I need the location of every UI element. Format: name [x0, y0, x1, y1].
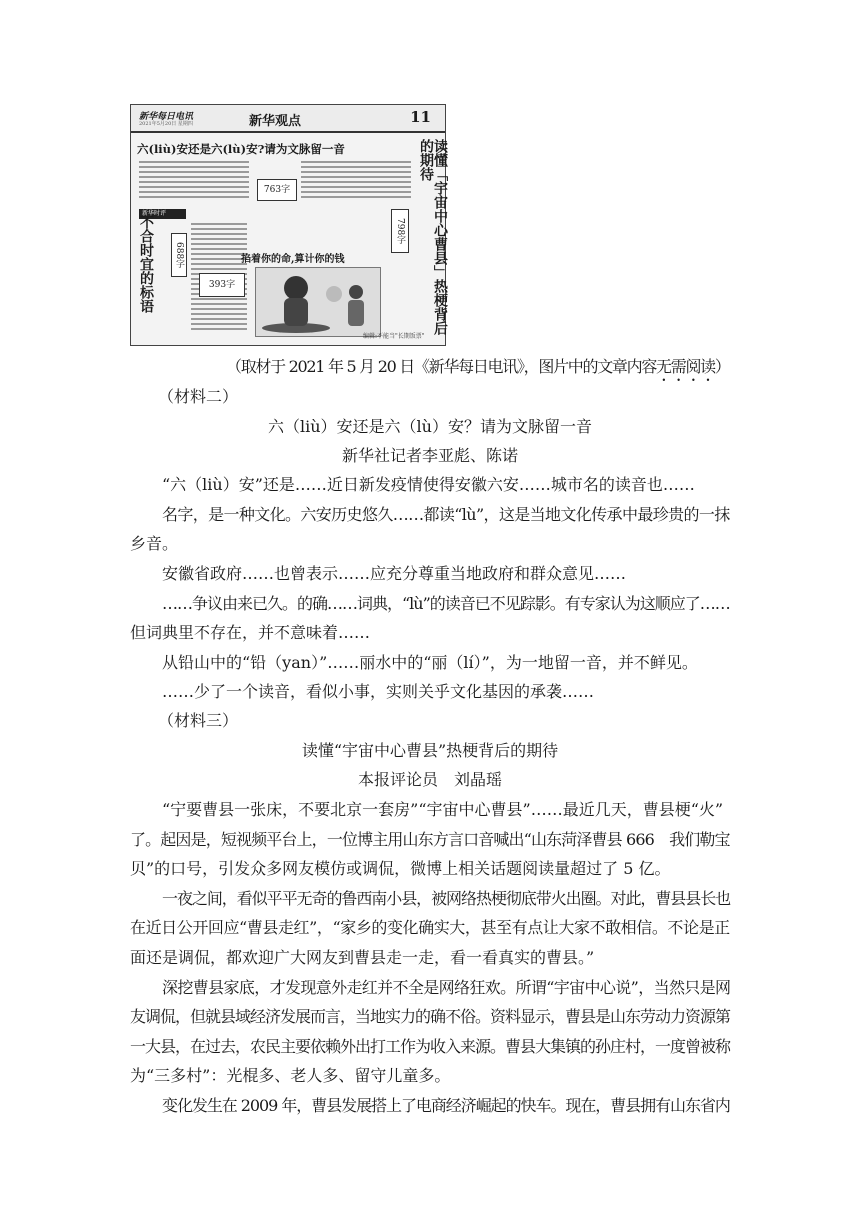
page-number: 11: [410, 108, 431, 126]
newspaper-masthead: [131, 105, 445, 133]
paragraph-line: ……争议由来已久。的确……词典，“lù”的读音已不见踪影。有专家认为这顺应了……: [162, 594, 730, 613]
masthead-paper-name: 新华每日电讯: [139, 112, 194, 122]
paragraph-line: 在近日公开回应“曹县走红”，“家乡的变化确实大，甚至有点让大家不敢相信。不论是正: [130, 918, 730, 937]
paragraph-line: 友调侃，但就县域经济发展而言，当地实力的确不俗。资料显示，曹县是山东劳动力资源第: [130, 1007, 731, 1026]
newspaper-clipping: [130, 104, 446, 346]
cartoon-drawing: [256, 268, 378, 334]
section-tag: 新华时评: [139, 209, 186, 219]
paragraph-line: 但词典里不存在，并不意味着……: [130, 623, 371, 642]
material-label: （材料二）: [158, 387, 239, 406]
paragraph-line: 为“三多村”：光棍多、老人多、留守儿童多。: [130, 1066, 451, 1085]
paragraph-line: 贝”的口号，引发众多网友模仿或调侃，微博上相关话题阅读量超过了 5 亿。: [130, 859, 671, 878]
word-count-box: 688字: [171, 233, 187, 277]
paragraph-line: 安徽省政府……也曾表示……应充分尊重当地政府和群众意见……: [162, 564, 627, 583]
paragraph-line: ……少了一个读音，看似小事，实则关乎文化基因的承袭……: [162, 682, 595, 701]
text-column: [139, 161, 249, 201]
paragraph-line: “六（liù）安”还是……近日新发疫情使得安徽六安……城市名的读音也……: [162, 475, 695, 494]
paragraph-line: 一夜之间，看似平平无奇的鲁西南小县，被网络热梗彻底带火出圈。对此，曹县县长也: [162, 889, 731, 908]
clipping-headline-right: 读懂「宇宙中心曹县」热梗背后的期待: [418, 139, 448, 335]
paragraph-line: 一大县，在过去，农民主要依赖外出打工作为收入来源。曹县大集镇的孙庄村，一度曾被称: [130, 1037, 731, 1056]
paragraph-line: 了。起因是，短视频平台上，一位博主用山东方言口音喊出“山东菏泽曹县 666 我们勒宝: [130, 830, 730, 849]
paragraph-line: 面还是调侃，都欢迎广大网友到曹县走一走，看一看真实的曹县。”: [130, 948, 595, 967]
text-column: [301, 161, 411, 201]
cartoon-image: [255, 267, 381, 337]
paragraph-line: 从铅山中的“铅（yan）”……丽水中的“丽（lí）”，为一地留一音，并不鲜见。: [162, 653, 698, 672]
paragraph-line: “宁要曹县一张床，不要北京一套房”“宇宙中心曹县”……最近几天，曹县梗“火”: [162, 800, 724, 819]
masthead-brand: 新华观点: [249, 114, 302, 129]
clipping-headline-main: 六(liù)安还是六(lù)安?请为文脉留一音: [137, 142, 345, 156]
word-count-box: 763字: [257, 179, 297, 201]
clipping-footer: 编辑:不能当"长期饭票": [363, 333, 425, 340]
emphasized-text: 无需阅读: [656, 357, 715, 376]
article-byline: 本报评论员 刘晶瑶: [357, 770, 502, 789]
paragraph-line: 深挖曹县家底，才发现意外走红并不全是网络狂欢。所谓“宇宙中心说”，当然只是网: [162, 978, 731, 997]
material-label: （材料三）: [158, 711, 239, 730]
article-byline: 新华社记者李亚彪、陈诺: [341, 446, 518, 465]
word-count-box: 798字: [391, 209, 409, 253]
article-title: 六（liù）安还是六（lù）安？请为文脉留一音: [268, 417, 592, 436]
paragraph-line: 变化发生在 2009 年，曹县发展搭上了电商经济崛起的快车。现在，曹县拥有山东省内: [162, 1096, 730, 1115]
masthead-date: 2021年5月20日 星期四: [139, 121, 193, 127]
paragraph-line: 名字，是一种文化。六安历史悠久……都读“lù”，这是当地文化传承中最珍贵的一抹: [162, 505, 730, 524]
word-count-box: 393字: [199, 273, 245, 297]
clipping-headline-second: 掐着你的命,算计你的钱: [241, 254, 345, 265]
clipping-headline-left: 不合时宜的标语: [138, 215, 154, 313]
image-caption: （取材于 2021 年 5 月 20 日《新华每日电讯》，图片中的文章内容无需阅读）: [226, 357, 730, 376]
paragraph-line: 乡音。: [130, 534, 179, 553]
article-title: 读懂“宇宙中心曹县”热梗背后的期待: [301, 741, 559, 760]
